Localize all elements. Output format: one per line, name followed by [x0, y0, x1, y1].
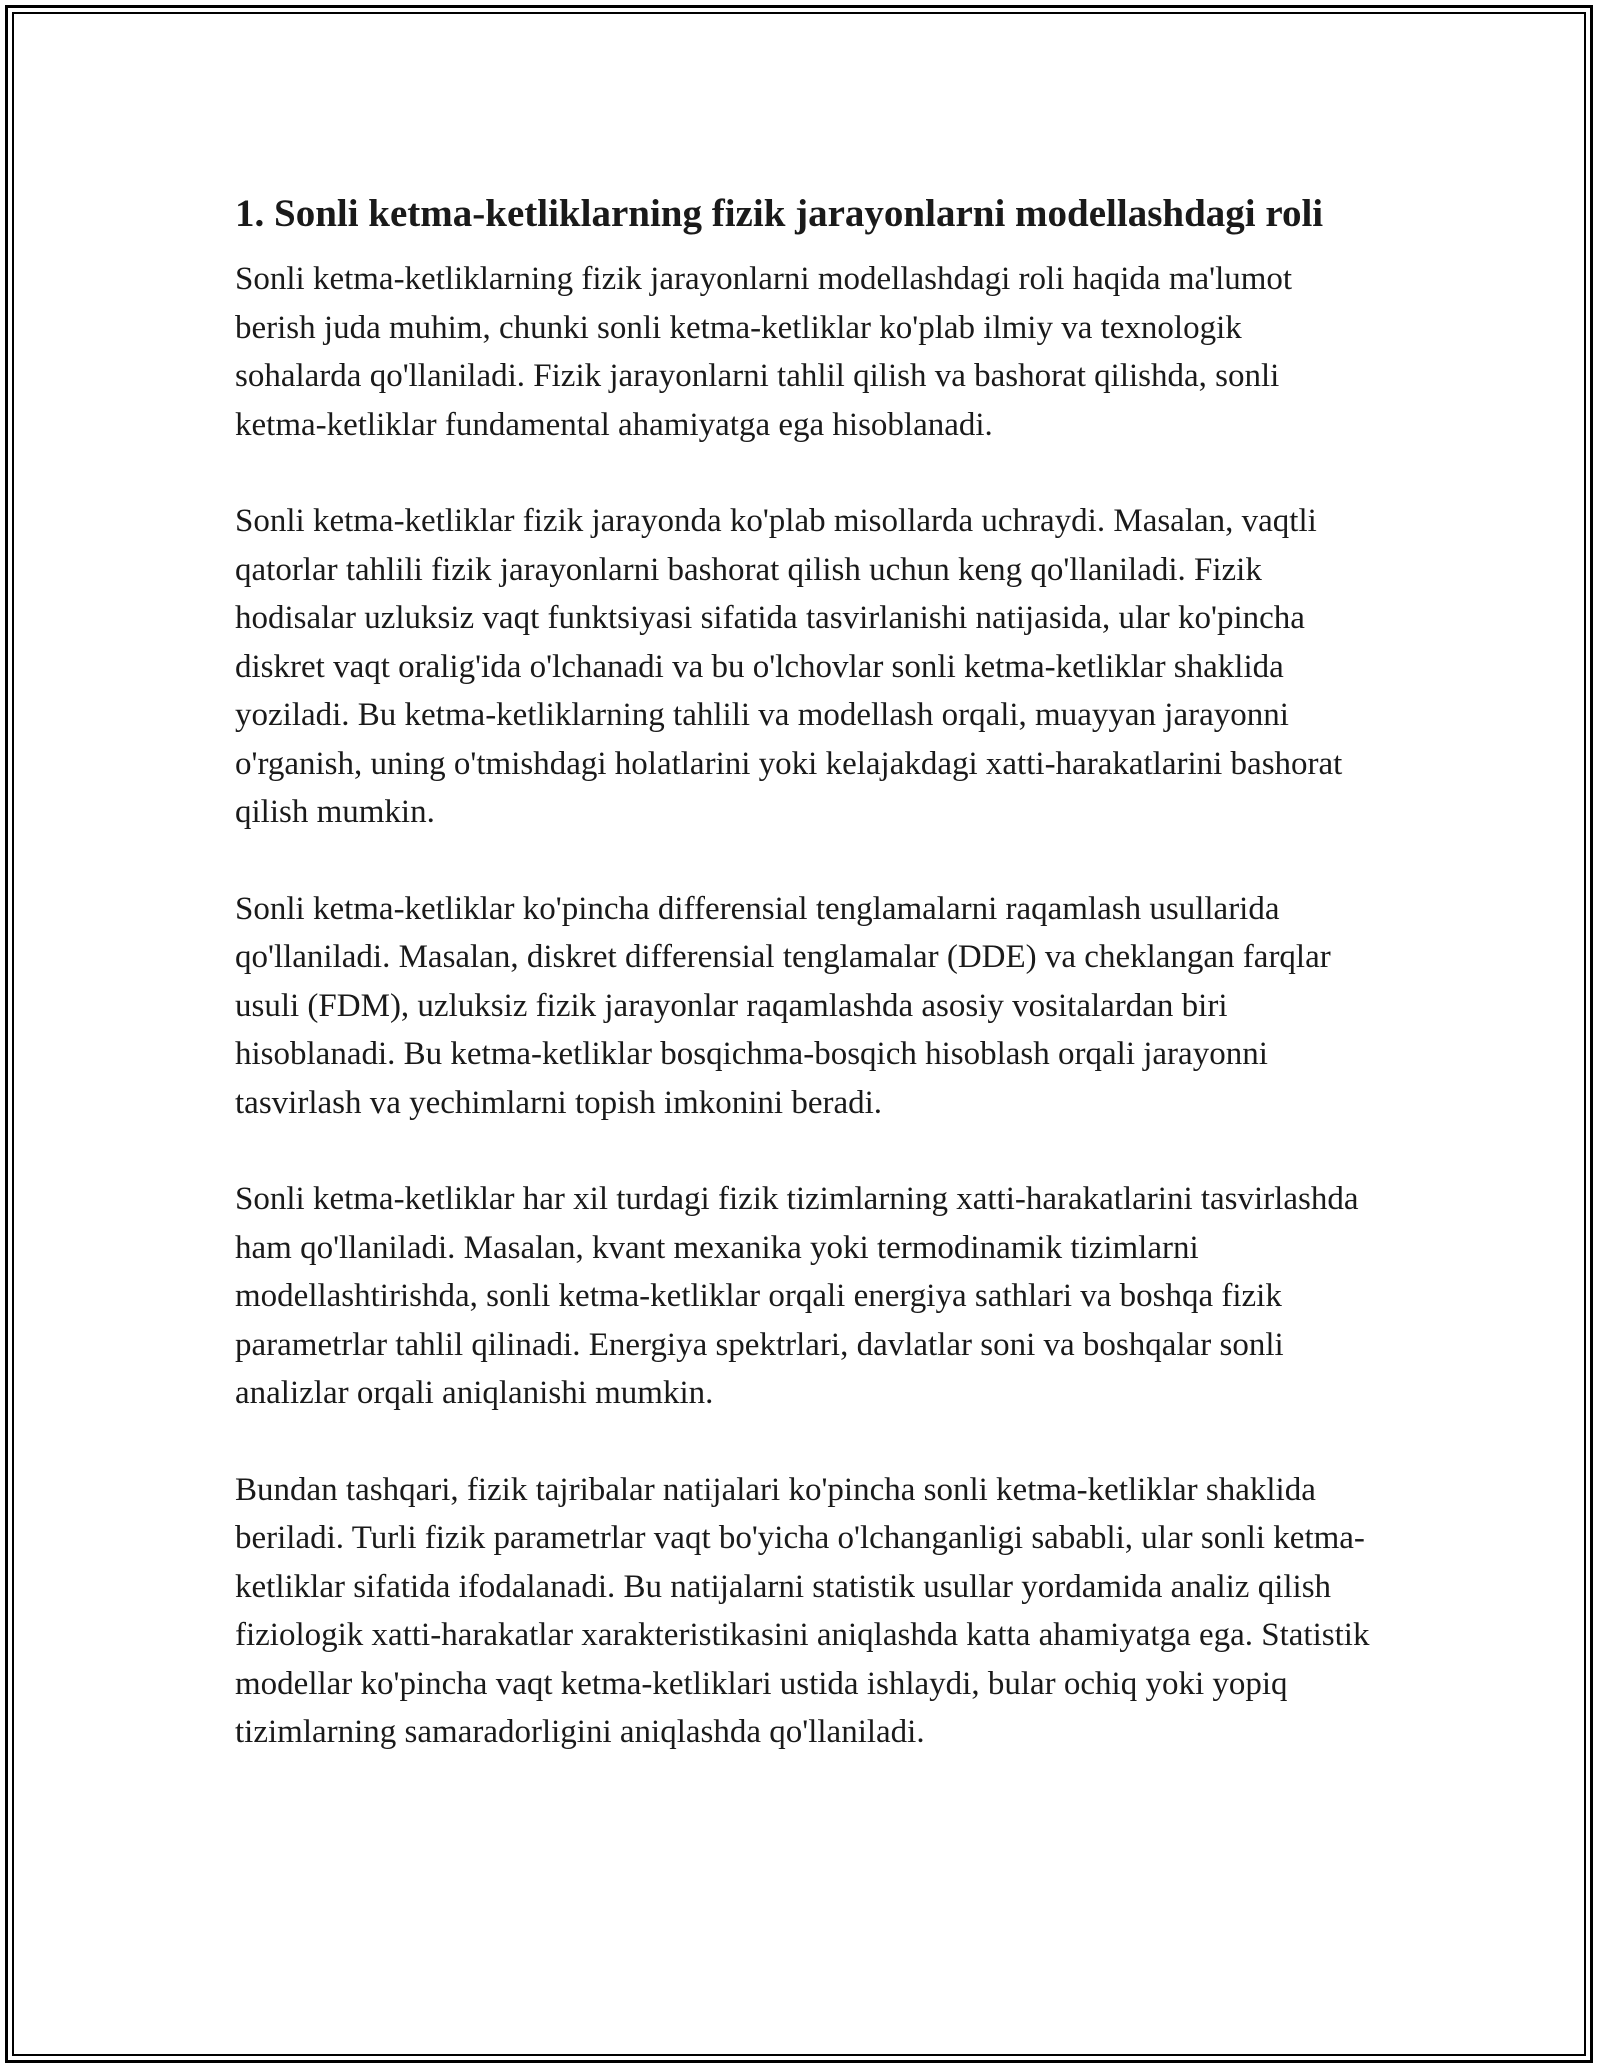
- document-body: [235, 186, 1375, 1757]
- section-heading: 1. Sonli ketma-ketliklarning fizik jarayonlarni modellashdagi roli: [235, 192, 1324, 235]
- paragraph-intro: Sonli ketma-ketliklarning fizik jarayonlarni modellashdagi roli haqida ma'lumot berish juda muhim, chunki sonli ketma-ketliklar ko'plab ilmiy va texnologik sohalarda qo'llaniladi. Fizik jarayonlarni tahlil qilish va bashorat qilishda, sonli ketma-ketliklar fundamental ahamiyatga ega hisoblanadi.: [235, 261, 1293, 443]
- paragraph-time-series: Sonli ketma-ketliklar fizik jarayonda ko'plab misollarda uchraydi. Masalan, vaqtli qatorlar tahlili fizik jarayonlarni bashorat qilish uchun keng qo'llaniladi. Fizik hodisalar uzluksiz vaqt funktsiyasi sifatida tasvirlanishi natijasida, ular ko'pincha diskret vaqt oralig'ida o'lchanadi va bu o'lchovlar sonli ketma-ketliklar shaklida yoziladi. Bu ketma-ketliklarning tahlili va modellash orqali, muayyan jarayonni o'rganish, uning o'tmishdagi holatlarini yoki kelajakdagi xatti-harakatlarini bashorat qilish mumkin.: [235, 503, 1343, 830]
- paragraph-differential-equations: Sonli ketma-ketliklar ko'pincha differensial tenglamalarni raqamlash usullarida qo'llaniladi. Masalan, diskret differensial tenglamalar (DDE) va cheklangan farqlar usuli (FDM), uzluksiz fizik jarayonlar raqamlashda asosiy vositalardan biri hisoblanadi. Bu ketma-ketliklar bosqichma-bosqich hisoblash orqali jarayonni tasvirlash va yechimlarni topish imkonini beradi.: [235, 890, 1331, 1121]
- paragraph-physical-systems: Sonli ketma-ketliklar har xil turdagi fizik tizimlarning xatti-harakatlarini tasvirlashda ham qo'llaniladi. Masalan, kvant mexanika yoki termodinamik tizimlarni modellashtirishda, sonli ketma-ketliklar orqali energiya sathlari va boshqa fizik parametrlar tahlil qilinadi. Energiya spektrlari, davlatlar soni va boshqalar sonli analizlar orqali aniqlanishi mumkin.: [235, 1181, 1359, 1411]
- paragraph-experimental-results: Bundan tashqari, fizik tajribalar natijalari ko'pincha sonli ketma-ketliklar shaklida beriladi. Turli fizik parametrlar vaqt bo'yicha o'lchanganligi sababli, ular sonli ketma-ketliklar sifatida ifodalanadi. Bu natijalarni statistik usullar yordamida analiz qilish fiziologik xatti-harakatlar xarakteristikasini aniqlashda katta ahamiyatga ega. Statistik modellar ko'pincha vaqt ketma-ketliklari ustida ishlaydi, bular ochiq yoki yopiq tizimlarning samaradorligini aniqlashda qo'llaniladi.: [235, 1471, 1370, 1750]
